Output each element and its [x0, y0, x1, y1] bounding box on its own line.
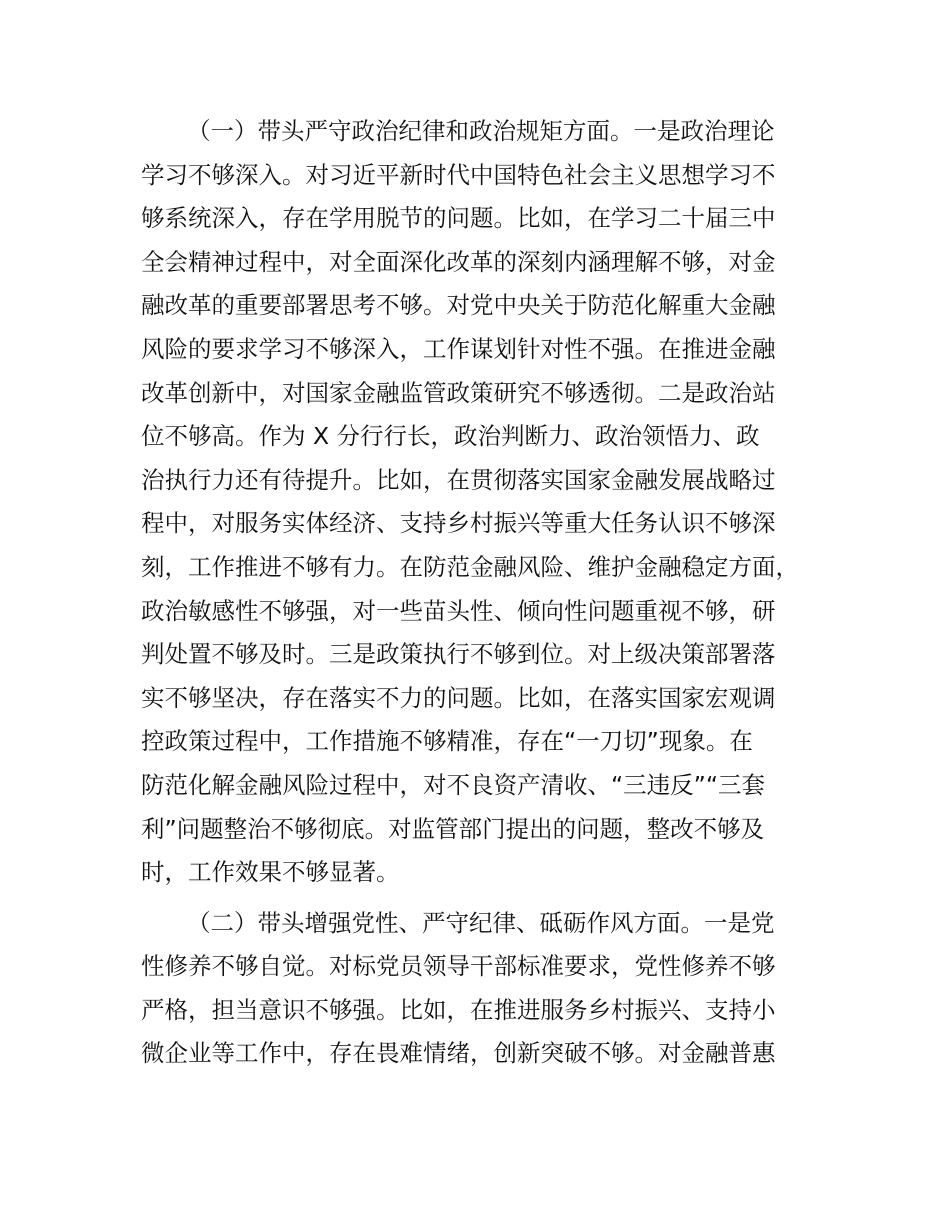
text-line: 性修养不够自觉。对标党员领导干部标准要求，党性修养不够	[141, 952, 776, 981]
text-line: 微企业等工作中，存在畏难情绪，创新突破不够。对金融普惠	[141, 1039, 776, 1068]
text-line: 全会精神过程中，对全面深化改革的深刻内涵理解不够，对金	[141, 247, 776, 276]
paragraph-1	[141, 110, 841, 895]
text-line: 改革创新中，对国家金融监管政策研究不够透彻。二是政治站	[141, 378, 776, 407]
text-line: 政治敏感性不够强，对一些苗头性、倾向性问题重视不够，研	[141, 596, 776, 625]
text-line: 刻，工作推进不够有力。在防范金融风险、维护金融稳定方面，	[141, 552, 799, 581]
text-line: （二）带头增强党性、严守纪律、砥砺作风方面。一是党	[187, 908, 775, 937]
text-line: 实不够坚决，存在落实不力的问题。比如，在落实国家宏观调	[141, 683, 776, 712]
text-line: 学习不够深入。对习近平新时代中国特色社会主义思想学习不	[141, 160, 776, 189]
text-line: 融改革的重要部署思考不够。对党中央关于防范化解重大金融	[141, 291, 776, 320]
text-line: 控政策过程中，工作措施不够精准，存在“一刀切”现象。在	[141, 727, 753, 756]
text-line: 治执行力还有待提升。比如，在贯彻落实国家金融发展战略过	[141, 465, 776, 494]
text-line: 风险的要求学习不够深入，工作谋划针对性不强。在推进金融	[141, 334, 776, 363]
paragraph-2	[141, 902, 841, 1076]
text-line: 利”问题整治不够彻底。对监管部门提出的问题，整改不够及	[141, 814, 765, 843]
text-line: 时，工作效果不够显著。	[141, 858, 400, 887]
text-line: 判处置不够及时。三是政策执行不够到位。对上级决策部署落	[141, 640, 776, 669]
document-body	[141, 110, 841, 1076]
text-line: 位不够高。作为 X 分行行长，政治判断力、政治领悟力、政	[141, 422, 760, 451]
text-line: 严格，担当意识不够强。比如，在推进服务乡村振兴、支持小	[141, 995, 776, 1024]
text-line: 程中，对服务实体经济、支持乡村振兴等重大任务认识不够深	[141, 509, 776, 538]
text-line: 够系统深入，存在学用脱节的问题。比如，在学习二十届三中	[141, 204, 776, 233]
text-line: 防范化解金融风险过程中，对不良资产清收、“三违反”“三套	[141, 770, 766, 799]
text-line: （一）带头严守政治纪律和政治规矩方面。一是政治理论	[187, 117, 775, 145]
